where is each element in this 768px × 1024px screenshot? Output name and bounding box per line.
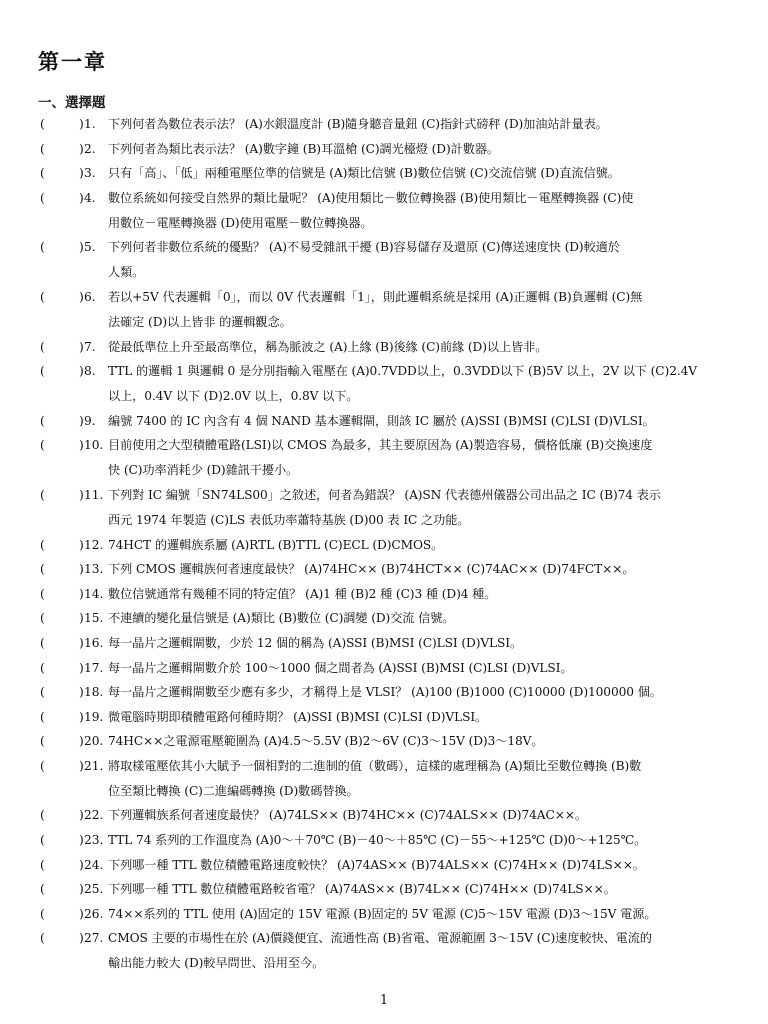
answer-blank-close: ) bbox=[79, 758, 84, 773]
answer-blank-open: ( bbox=[40, 586, 45, 601]
question-text: CMOS 主要的市場性在於 (A)價錢便宜、流通性高 (B)省電、電源範圍 3～15V (C)速度較快、電流的 bbox=[108, 931, 652, 946]
question-text: 下列 CMOS 邏輯族何者速度最快？ (A)74HC×× (B)74HCT×× (C)74AC×× (D)74FCT××。 bbox=[108, 562, 635, 577]
question-number: 20. bbox=[84, 734, 104, 749]
answer-blank-open: ( bbox=[40, 660, 45, 675]
question-item bbox=[0, 904, 768, 929]
answer-blank-close: ) bbox=[79, 562, 84, 577]
question-item bbox=[0, 535, 768, 560]
question-text: 下列哪一種 TTL 數位積體電路速度較快？ (A)74AS×× (B)74ALS×× (C)74H×× (D)74LS××。 bbox=[108, 857, 645, 872]
answer-blank-close: ) bbox=[79, 833, 84, 848]
question-item bbox=[0, 879, 768, 904]
section-title: 一、選擇題 bbox=[38, 95, 106, 111]
question-text-continued: 西元 1974 年製造 (C)LS 表低功率蕭特基族 (D)00 表 IC 之功能。 bbox=[108, 512, 470, 527]
question-number: 22. bbox=[84, 808, 104, 823]
answer-blank-close: ) bbox=[79, 709, 84, 724]
question-text-continued: 以上，0.4V 以下 (D)2.0V 以上，0.8V 以下。 bbox=[108, 389, 359, 404]
question-item bbox=[0, 608, 768, 633]
question-item bbox=[0, 361, 768, 411]
question-text: 下列何者非數位系統的優點？ (A)不易受雜訊干擾 (B)容易儲存及還原 (C)傳送速度快 (D)較適於 bbox=[108, 240, 620, 255]
answer-blank-open: ( bbox=[40, 611, 45, 626]
answer-blank-open: ( bbox=[40, 709, 45, 724]
answer-blank-close: ) bbox=[79, 882, 84, 897]
question-text: 74HC××之電源電壓範圍為 (A)4.5～5.5V (B)2～6V (C)3～15V (D)3～18V。 bbox=[108, 734, 544, 749]
question-text: 下列對 IC 編號「SN74LS00」之敘述，何者為錯誤？ (A)SN 代表德州儀器公司出品之 IC (B)74 表示 bbox=[108, 487, 661, 502]
question-number: 10. bbox=[84, 438, 104, 453]
question-text: 若以+5V 代表邏輯「0」，而以 0V 代表邏輯「1」，則此邏輯系統是採用 (A)正邏輯 (B)負邏輯 (C)無 bbox=[108, 289, 643, 304]
question-text: TTL 的邏輯 1 與邏輯 0 是分別指輸入電壓在 (A)0.7VDD以上，0.3VDD以下 (B)5V 以上，2V 以下 (C)2.4V bbox=[108, 364, 697, 379]
answer-blank-close: ) bbox=[79, 808, 84, 823]
answer-blank-close: ) bbox=[79, 339, 84, 354]
answer-blank-close: ) bbox=[79, 857, 84, 872]
question-number: 12. bbox=[84, 537, 104, 552]
answer-blank-close: ) bbox=[79, 906, 84, 921]
question-number: 17. bbox=[84, 660, 104, 675]
question-text-continued: 用數位－電壓轉換器 (D)使用電壓－數位轉換器。 bbox=[108, 215, 373, 230]
answer-blank-open: ( bbox=[40, 438, 45, 453]
question-item bbox=[0, 337, 768, 362]
answer-blank-close: ) bbox=[79, 190, 84, 205]
question-text: TTL 74 系列的工作溫度為 (A)0～＋70℃ (B)－40～＋85℃ (C)－55～+125℃ (D)0～+125℃。 bbox=[108, 833, 647, 848]
question-number: 23. bbox=[84, 833, 104, 848]
question-number: 5. bbox=[84, 240, 96, 255]
answer-blank-open: ( bbox=[40, 758, 45, 773]
page-number: 1 bbox=[379, 993, 389, 1008]
question-text: 數位系統如何接受自然界的類比量呢？ (A)使用類比－數位轉換器 (B)使用類比－電壓轉換器 (C)使 bbox=[108, 190, 634, 205]
question-item bbox=[0, 830, 768, 855]
answer-blank-open: ( bbox=[40, 166, 45, 181]
question-text-continued: 輸出能力較大 (D)較早問世、沿用至今。 bbox=[108, 956, 325, 971]
question-text: 目前使用之大型積體電路(LSI)以 CMOS 為最多，其主要原因為 (A)製造容易，價格低廉 (B)交換速度 bbox=[108, 438, 653, 453]
question-item bbox=[0, 485, 768, 535]
question-text: 每一晶片之邏輯閘數介於 100～1000 個之間者為 (A)SSI (B)MSI (C)LSI (D)VLSI。 bbox=[108, 660, 573, 675]
answer-blank-open: ( bbox=[40, 117, 45, 131]
answer-blank-open: ( bbox=[40, 289, 45, 304]
question-number: 2. bbox=[84, 141, 96, 156]
question-number: 18. bbox=[84, 685, 104, 700]
answer-blank-open: ( bbox=[40, 190, 45, 205]
question-item bbox=[0, 114, 768, 139]
question-text-continued: 位至類比轉換 (C)二進編碼轉換 (D)數碼替換。 bbox=[108, 783, 359, 798]
answer-blank-open: ( bbox=[40, 141, 45, 156]
question-text: 下列哪一種 TTL 數位積體電路較省電？ (A)74AS×× (B)74L×× (C)74H×× (D)74LS××。 bbox=[108, 882, 616, 897]
question-item bbox=[0, 707, 768, 732]
question-item bbox=[0, 855, 768, 880]
question-item bbox=[0, 287, 768, 337]
question-number: 19. bbox=[84, 709, 104, 724]
question-text-continued: 人類。 bbox=[108, 265, 145, 280]
answer-blank-close: ) bbox=[79, 289, 84, 304]
question-text: 數位信號通常有幾種不同的特定值？ (A)1 種 (B)2 種 (C)3 種 (D)4 種。 bbox=[108, 586, 497, 601]
question-number: 26. bbox=[84, 906, 104, 921]
question-item bbox=[0, 658, 768, 683]
question-item bbox=[0, 756, 768, 806]
answer-blank-open: ( bbox=[40, 635, 45, 650]
question-number: 24. bbox=[84, 857, 104, 872]
answer-blank-open: ( bbox=[40, 808, 45, 823]
answer-blank-close: ) bbox=[79, 413, 84, 428]
answer-blank-close: ) bbox=[79, 635, 84, 650]
question-item bbox=[0, 731, 768, 756]
question-item bbox=[0, 805, 768, 830]
answer-blank-open: ( bbox=[40, 364, 45, 379]
answer-blank-open: ( bbox=[40, 857, 45, 872]
question-text: 74HCT 的邏輯族系屬 (A)RTL (B)TTL (C)ECL (D)CMOS。 bbox=[108, 537, 444, 552]
question-text-continued: 法確定 (D)以上皆非 的邏輯觀念。 bbox=[108, 314, 292, 329]
answer-blank-close: ) bbox=[79, 117, 84, 131]
answer-blank-open: ( bbox=[40, 833, 45, 848]
question-text: 每一晶片之邏輯閘數，少於 12 個的稱為 (A)SSI (B)MSI (C)LSI (D)VLSI。 bbox=[108, 635, 523, 650]
question-list bbox=[0, 114, 768, 978]
answer-blank-close: ) bbox=[79, 611, 84, 626]
answer-blank-close: ) bbox=[79, 660, 84, 675]
answer-blank-open: ( bbox=[40, 906, 45, 921]
answer-blank-close: ) bbox=[79, 166, 84, 181]
answer-blank-open: ( bbox=[40, 562, 45, 577]
answer-blank-open: ( bbox=[40, 537, 45, 552]
question-text: 從最低準位上升至最高準位，稱為脈波之 (A)上緣 (B)後緣 (C)前緣 (D)以上皆非。 bbox=[108, 339, 548, 354]
question-item bbox=[0, 584, 768, 609]
question-number: 21. bbox=[84, 758, 104, 773]
question-number: 13. bbox=[84, 562, 104, 577]
answer-blank-open: ( bbox=[40, 413, 45, 428]
answer-blank-open: ( bbox=[40, 339, 45, 354]
answer-blank-open: ( bbox=[40, 882, 45, 897]
question-number: 15. bbox=[84, 611, 104, 626]
question-number: 14. bbox=[84, 586, 104, 601]
question-number: 3. bbox=[84, 166, 96, 181]
chapter-title: 第一章 bbox=[38, 49, 107, 74]
question-number: 11. bbox=[84, 487, 104, 502]
question-text: 每一晶片之邏輯閘數至少應有多少，才稱得上是 VLSI？ (A)100 (B)1000 (C)10000 (D)100000 個。 bbox=[108, 685, 662, 700]
question-text-continued: 快 (C)功率消耗少 (D)雜訊干擾小。 bbox=[108, 463, 299, 478]
question-number: 4. bbox=[84, 190, 96, 205]
question-item bbox=[0, 928, 768, 978]
question-text: 編號 7400 的 IC 內含有 4 個 NAND 基本邏輯閘，則該 IC 屬於 (A)SSI (B)MSI (C)LSI (D)VLSI。 bbox=[108, 413, 655, 428]
question-item bbox=[0, 633, 768, 658]
question-item bbox=[0, 411, 768, 436]
question-item bbox=[0, 163, 768, 188]
answer-blank-open: ( bbox=[40, 734, 45, 749]
question-number: 1. bbox=[84, 117, 96, 131]
question-number: 25. bbox=[84, 882, 104, 897]
question-number: 9. bbox=[84, 413, 96, 428]
question-item bbox=[0, 435, 768, 485]
question-number: 8. bbox=[84, 364, 96, 379]
answer-blank-close: ) bbox=[79, 240, 84, 255]
question-item bbox=[0, 237, 768, 287]
answer-blank-close: ) bbox=[79, 487, 84, 502]
answer-blank-close: ) bbox=[79, 141, 84, 156]
question-item bbox=[0, 682, 768, 707]
question-item bbox=[0, 559, 768, 584]
question-text: 下列何者為類比表示法？ (A)數字鐘 (B)耳溫槍 (C)調光檯燈 (D)計數器。 bbox=[108, 141, 499, 156]
question-item bbox=[0, 139, 768, 164]
answer-blank-close: ) bbox=[79, 537, 84, 552]
question-text: 將取樣電壓依其小大賦予一個相對的二進制的值（數碼），這樣的處理稱為 (A)類比至數位轉換 (B)數 bbox=[108, 758, 642, 773]
question-text: 只有「高」、「低」兩種電壓位準的信號是 (A)類比信號 (B)數位信號 (C)交流信號 (D)直流信號。 bbox=[108, 166, 620, 181]
answer-blank-open: ( bbox=[40, 240, 45, 255]
answer-blank-close: ) bbox=[79, 685, 84, 700]
question-text: 微電腦時期即積體電路何種時期？ (A)SSI (B)MSI (C)LSI (D)VLSI。 bbox=[108, 709, 488, 724]
answer-blank-open: ( bbox=[40, 931, 45, 946]
answer-blank-close: ) bbox=[79, 931, 84, 946]
question-number: 6. bbox=[84, 289, 96, 304]
answer-blank-close: ) bbox=[79, 586, 84, 601]
answer-blank-open: ( bbox=[40, 487, 45, 502]
question-number: 7. bbox=[84, 339, 96, 354]
answer-blank-close: ) bbox=[79, 438, 84, 453]
question-text: 下列何者為數位表示法？ (A)水銀溫度計 (B)隨身聽音量鈕 (C)指針式磅秤 (D)加油站計量表。 bbox=[108, 117, 608, 131]
question-number: 27. bbox=[84, 931, 104, 946]
question-text: 不連續的變化量信號是 (A)類比 (B)數位 (C)調變 (D)交流 信號。 bbox=[108, 611, 455, 626]
question-number: 16. bbox=[84, 635, 104, 650]
answer-blank-open: ( bbox=[40, 685, 45, 700]
question-item bbox=[0, 188, 768, 238]
question-text: 下列邏輯族系何者速度最快？ (A)74LS×× (B)74HC×× (C)74ALS×× (D)74AC××。 bbox=[108, 808, 588, 823]
question-text: 74××系列的 TTL 使用 (A)固定的 15V 電源 (B)固定的 5V 電源 (C)5～15V 電源 (D)3～15V 電源。 bbox=[108, 906, 657, 921]
answer-blank-close: ) bbox=[79, 364, 84, 379]
answer-blank-close: ) bbox=[79, 734, 84, 749]
